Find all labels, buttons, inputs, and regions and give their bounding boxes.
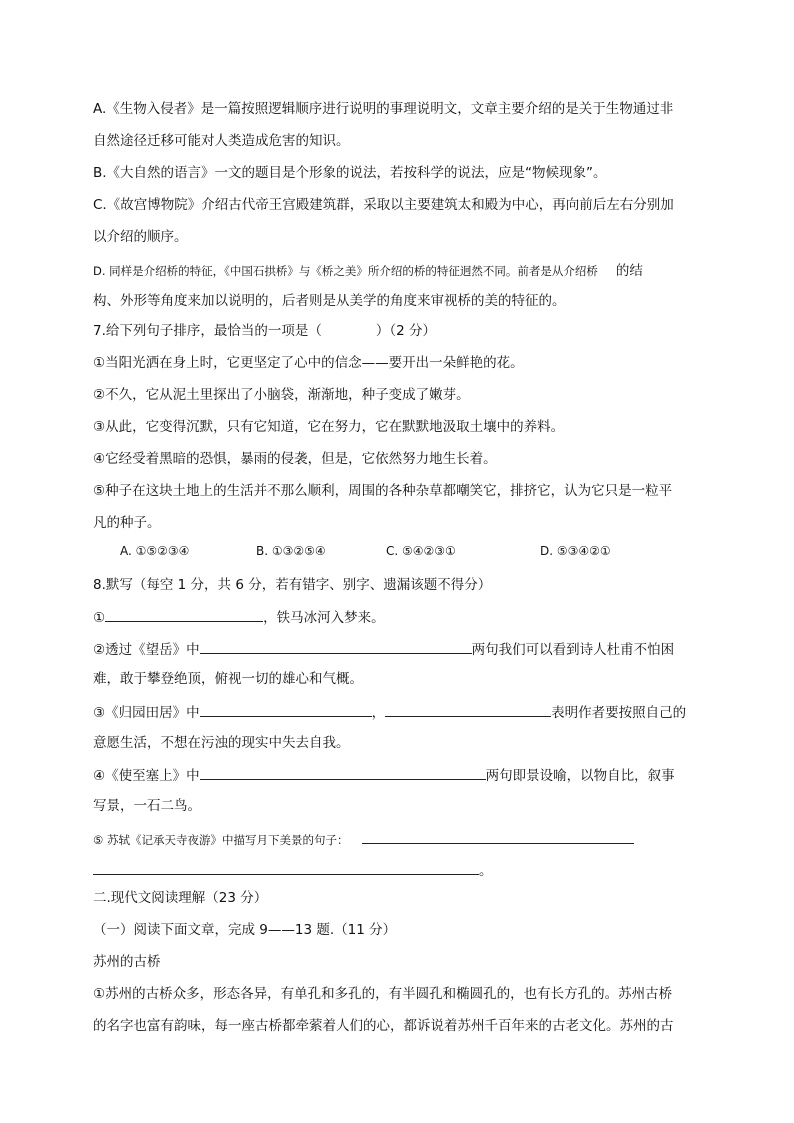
q7-option-d: D. ⑤③④②①	[540, 544, 611, 558]
q8-item-4-tail: 两句即景设喻，以物自比，叙事	[485, 768, 675, 784]
q8-item-2	[93, 639, 674, 659]
q8-item-4	[93, 765, 675, 785]
q7-option-b: B. ①③②⑤④	[256, 544, 326, 558]
q6-option-d-text: D. 同样是介绍桥的特征，《中国石拱桥》与《桥之美》所介绍的桥的特征迥然不同。前者是从介绍桥	[93, 264, 598, 278]
q8-item-5-line2	[93, 860, 493, 880]
q7-sentence-1: ①当阳光洒在身上时，它更坚定了心中的信念——要开出一朵鲜艳的花。	[93, 355, 524, 371]
q7-sentence-5-line1: ⑤种子在这块土地上的生活并不那么顺利，周围的各种杂草都嘲笑它，排挤它，认为它只是一粒平	[93, 483, 673, 499]
q6-option-a-line1: A.《生物入侵者》是一篇按照逻辑顺序进行说明的事理说明文，文章主要介绍的是关于生物通过非	[93, 101, 674, 117]
q8-item-3-tail: 表明作者要按照自己的	[551, 705, 687, 721]
section-subheading: （一）阅读下面文章，完成 9——13 题.（11 分）	[93, 922, 397, 938]
q7-sentence-2: ②不久，它从泥土里探出了小脑袋，渐渐地，种子变成了嫩芽。	[93, 387, 470, 403]
q8-blank-5a[interactable]	[362, 829, 634, 844]
article-title: 苏州的古桥	[93, 954, 161, 970]
q7-stem: 7.给下列句子排序，最恰当的一项是（ ）（2 分）	[93, 323, 437, 339]
q8-item-1	[93, 607, 385, 627]
q8-blank-5b[interactable]	[93, 860, 479, 875]
q8-item-3-comma: ，	[371, 705, 386, 721]
q8-blank-1[interactable]	[105, 607, 263, 622]
q6-option-c-line2: 以介绍的顺序。	[93, 229, 188, 245]
article-paragraph-1-line2: 的名字也富有韵味，每一座古桥都牵萦着人们的心，都诉说着苏州千百年来的古老文化。苏州的古	[93, 1018, 674, 1034]
q8-item-5-period: 。	[479, 863, 493, 879]
q6-option-d-tail: 的结	[615, 263, 643, 279]
q7-sentence-5-line2: 凡的种子。	[93, 515, 161, 531]
q8-item-2-tail: 两句我们可以看到诗人杜甫不怕困	[471, 642, 675, 658]
q7-sentence-3: ③从此，它变得沉默，只有它知道，它在努力，它在默默地汲取土壤中的养料。	[93, 419, 565, 435]
q7-option-c: C. ⑤④②③①	[386, 544, 456, 558]
q8-stem: 8.默写（每空 1 分，共 6 分，若有错字、别字、遗漏该题不得分）	[93, 577, 492, 593]
q8-item-1-number: ①	[93, 610, 106, 626]
q8-blank-4[interactable]	[200, 765, 486, 780]
q8-item-1-text: ，铁马冰河入梦来。	[263, 610, 385, 626]
q8-item-4-text: ④《使至塞上》中	[93, 768, 200, 784]
q7-sentence-4: ④它经受着黑暗的恐惧，暴雨的侵袭，但是，它依然努力地生长着。	[93, 451, 497, 467]
q8-item-2-text: ②透过《望岳》中	[93, 642, 200, 658]
q6-option-c-line1: C.《故宫博物院》介绍古代帝王宫殿建筑群，采取以主要建筑太和殿为中心，再向前后左右分别加	[93, 197, 674, 213]
q6-option-a-line2: 自然途径迁移可能对人类造成危害的知识。	[93, 133, 350, 149]
q8-blank-2[interactable]	[200, 639, 472, 654]
q8-blank-3b[interactable]	[385, 702, 551, 717]
q8-blank-3a[interactable]	[200, 702, 372, 717]
q6-option-d-line1	[93, 262, 643, 280]
q8-item-5	[93, 829, 634, 849]
q8-item-4-line2: 写景，一石二鸟。	[93, 798, 201, 814]
q8-item-3-text: ③《归园田居》中	[93, 705, 200, 721]
article-paragraph-1-line1: ①苏州的古桥众多，形态各异，有单孔和多孔的，有半圆孔和椭圆孔的，也有长方孔的。苏州古桥	[93, 986, 673, 1002]
q8-item-3	[93, 702, 686, 722]
q8-item-3-line2: 意愿生活，不想在污浊的现实中失去自我。	[93, 735, 350, 751]
q8-item-2-line2: 难，敢于攀登绝顶，俯视一切的雄心和气概。	[93, 671, 363, 687]
q8-item-5-text: ⑤ 苏轼《记承天寺夜游》中描写月下美景的句子：	[93, 833, 349, 847]
q6-option-b: B.《大自然的语言》一文的题目是个形象的说法，若按科学的说法，应是“物候现象”。	[93, 165, 607, 181]
q6-option-d-line2: 构、外形等角度来加以说明的，后者则是从美学的角度来审视桥的美的特征的。	[93, 293, 566, 309]
q7-option-a: A. ①⑤②③④	[120, 544, 190, 558]
section-heading: 二.现代文阅读理解（23 分）	[93, 890, 268, 906]
